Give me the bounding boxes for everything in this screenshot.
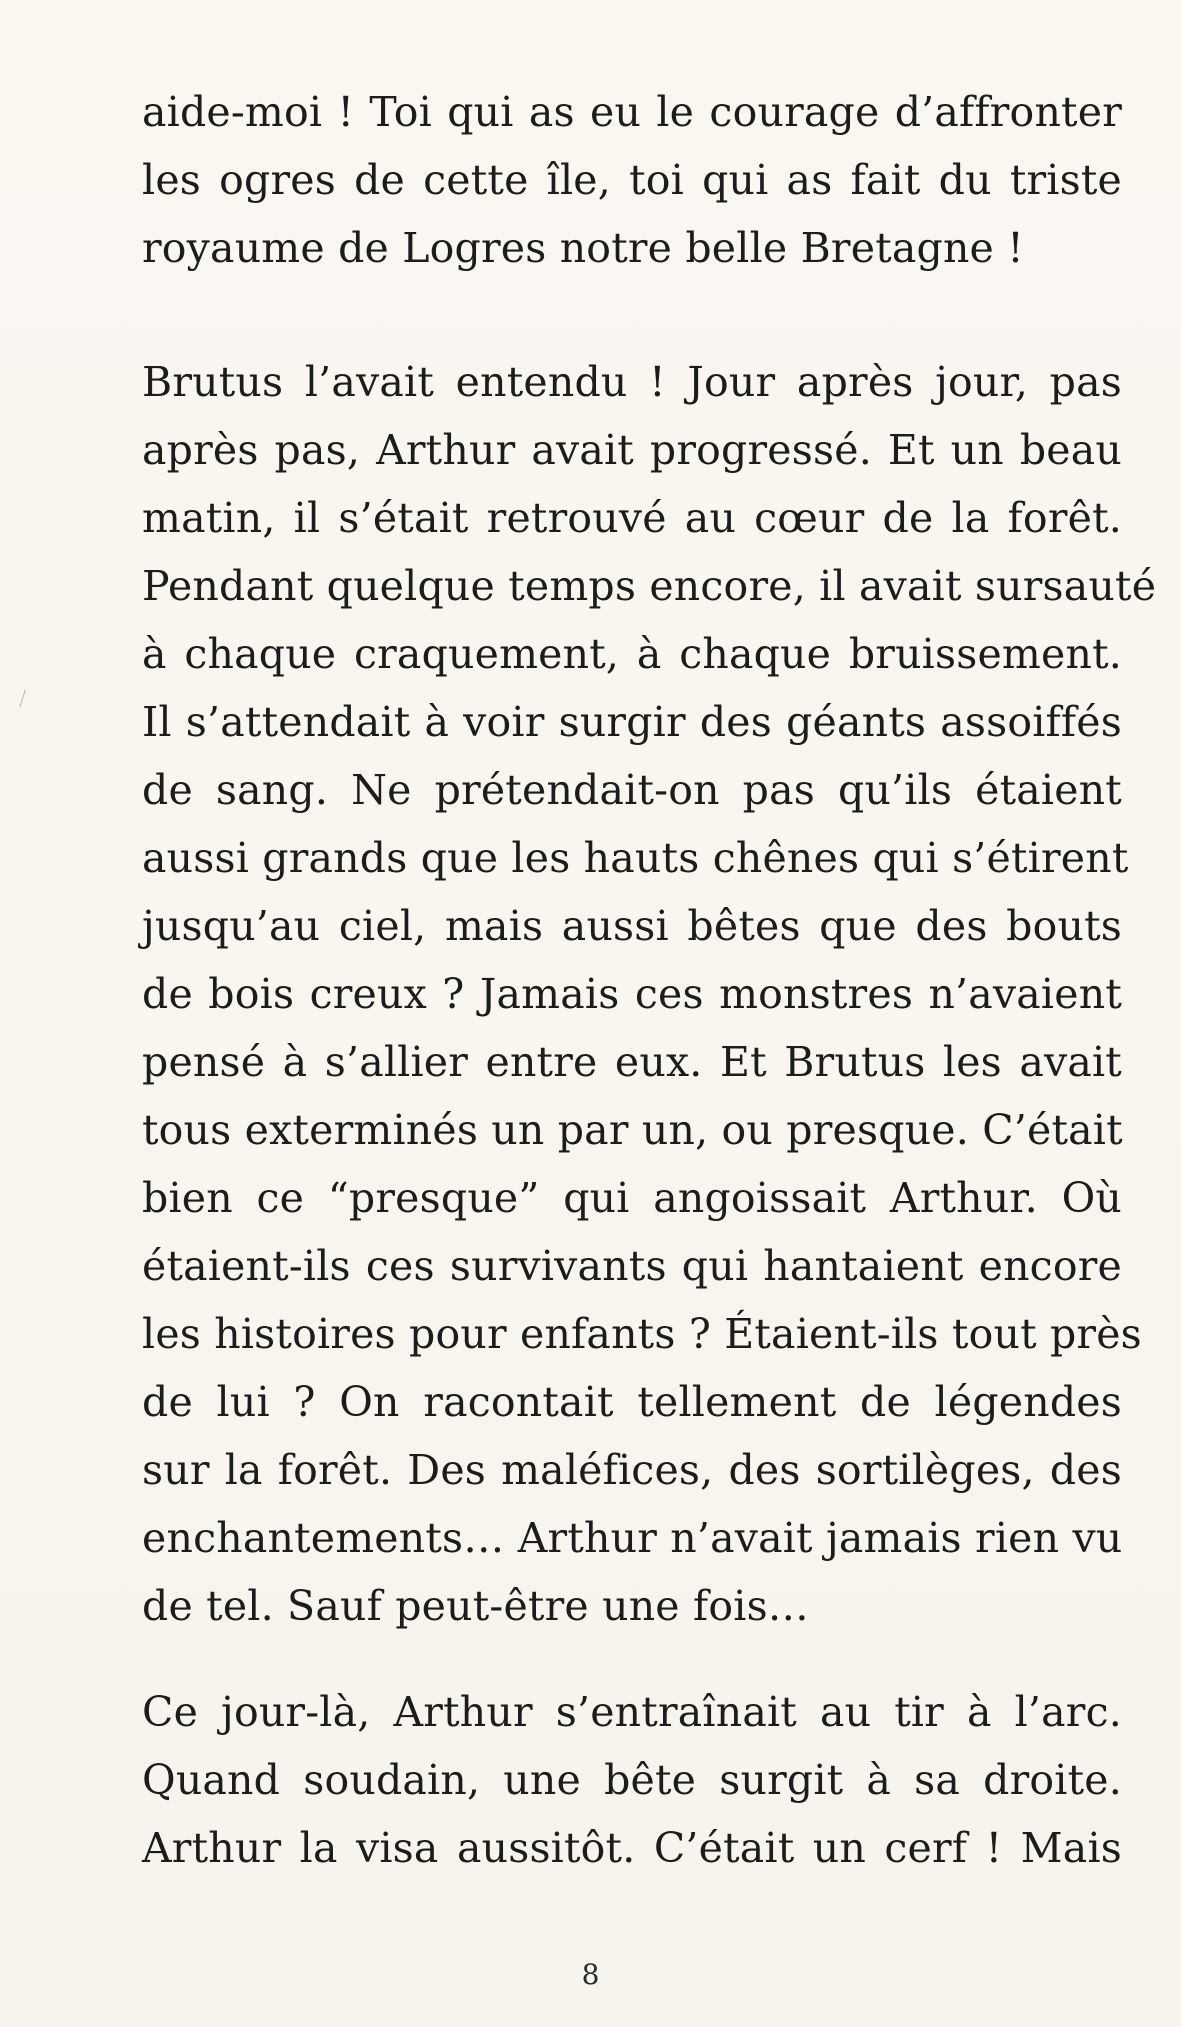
text-line: à chaque craquement, à chaque bruissement. [142, 630, 1122, 678]
text-line: Ce jour-là, Arthur s’entraînait au tir à l’arc. [142, 1688, 1122, 1736]
text-line: enchantements… Arthur n’avait jamais rien vu [142, 1514, 1123, 1562]
text-line: tous exterminés un par un, ou presque. C’était [142, 1106, 1123, 1154]
text-line: jusqu’au ciel, mais aussi bêtes que des bouts [142, 902, 1122, 950]
text-line: les ogres de cette île, toi qui as fait du triste [142, 156, 1122, 204]
text-line: aide-moi ! Toi qui as eu le courage d’affronter [142, 88, 1122, 136]
text-line: Brutus l’avait entendu ! Jour après jour, pas [142, 358, 1122, 406]
paragraph-1 [142, 78, 1122, 282]
text-line: après pas, Arthur avait progressé. Et un beau [142, 426, 1122, 474]
text-line: de bois creux ? Jamais ces monstres n’avaient [142, 970, 1122, 1018]
text-line: Quand soudain, une bête surgit à sa droite. [142, 1756, 1122, 1804]
paragraph-2 [142, 348, 1157, 1640]
text-line: de tel. Sauf peut-être une fois… [142, 1582, 810, 1630]
text-line: de sang. Ne prétendait-on pas qu’ils étaient [142, 766, 1122, 814]
page-number: 8 [581, 1958, 600, 1991]
text-line: les histoires pour enfants ? Étaient-ils tout près [142, 1310, 1142, 1358]
text-line: bien ce “presque” qui angoissait Arthur. Où [142, 1174, 1122, 1222]
text-line: matin, il s’était retrouvé au cœur de la forêt. [142, 494, 1122, 542]
text-line: étaient-ils ces survivants qui hantaient encore [142, 1242, 1122, 1290]
text-line: pensé à s’allier entre eux. Et Brutus les avait [142, 1038, 1122, 1086]
text-line: aussi grands que les hauts chênes qui s’étirent [142, 834, 1129, 882]
paragraph-3 [142, 1678, 1122, 1882]
text-line: Pendant quelque temps encore, il avait sursauté [142, 562, 1157, 610]
text-line: royaume de Logres notre belle Bretagne ! [142, 224, 1024, 272]
paper-speck [19, 690, 28, 708]
text-line: Arthur la visa aussitôt. C’était un cerf ! Mais [142, 1824, 1122, 1872]
text-line: de lui ? On racontait tellement de légendes [142, 1378, 1122, 1426]
text-line: Il s’attendait à voir surgir des géants assoiffés [142, 698, 1122, 746]
text-line: sur la forêt. Des maléfices, des sortilèges, des [142, 1446, 1122, 1494]
